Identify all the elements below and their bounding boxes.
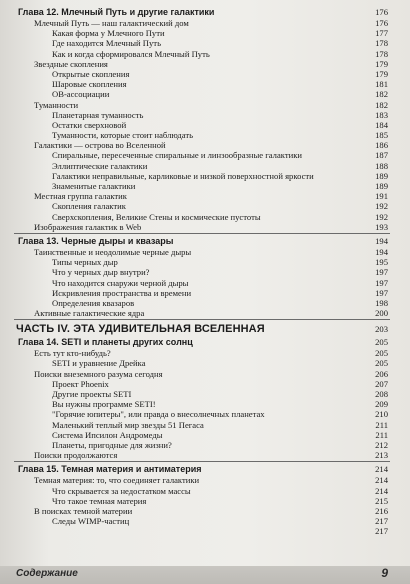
toc-entry xyxy=(0,308,410,318)
toc-page-number: 206 xyxy=(375,368,388,379)
toc-entry xyxy=(0,49,410,59)
toc-title: Глава 14. SETI и планеты других солнц xyxy=(18,337,193,348)
toc-title: Вы нужны программе SETI! xyxy=(52,399,156,410)
toc-title: Определения квазаров xyxy=(52,297,135,308)
chapter-divider xyxy=(14,233,390,234)
toc-title: Остатки сверхновой xyxy=(52,119,127,130)
toc-entry xyxy=(0,130,410,140)
chapter-divider xyxy=(14,319,390,320)
toc-page-number: 214 xyxy=(375,485,388,496)
toc-page-number: 182 xyxy=(375,89,388,100)
toc-page-number: 193 xyxy=(375,221,388,232)
toc-entry xyxy=(0,389,410,399)
toc-title: Проект Phoenix xyxy=(52,378,109,389)
toc-title: Местная группа галактик xyxy=(34,191,127,202)
toc-chapter xyxy=(0,463,410,475)
toc-page-number: 182 xyxy=(375,99,388,110)
toc-page-number: 189 xyxy=(375,181,388,191)
toc-title: В поисках темной материи xyxy=(34,505,133,516)
toc-page-number: 192 xyxy=(375,201,388,212)
toc-title: Глава 15. Темная материя и антиматерия xyxy=(18,464,202,475)
toc-entry xyxy=(0,506,410,516)
toc-title: Звездные скопления xyxy=(34,58,108,69)
toc-page-number: 192 xyxy=(375,211,388,222)
toc-page-number: 194 xyxy=(375,235,388,246)
toc-title: Активные галактические ядра xyxy=(34,308,145,319)
toc-chapter xyxy=(0,336,410,348)
chapter-divider xyxy=(14,461,390,462)
toc-title: Что такое темная материя xyxy=(52,495,147,506)
toc-title: Таинственные и неодолимые черные дыры xyxy=(34,246,192,257)
toc-entry xyxy=(0,38,410,48)
toc-title: Следы WIMP-частиц xyxy=(52,516,130,527)
toc-page-number: 203 xyxy=(375,324,388,335)
toc-page-number: 197 xyxy=(375,287,388,298)
footer-section-label: Содержание xyxy=(16,568,78,579)
toc-page-number: 213 xyxy=(375,450,388,461)
toc-page-number: 197 xyxy=(375,267,388,278)
toc-title: ЧАСТЬ IV. ЭТА УДИВИТЕЛЬНАЯ ВСЕЛЕННАЯ xyxy=(16,323,265,336)
toc-page-number: 211 xyxy=(375,429,388,440)
toc-entry xyxy=(0,379,410,389)
toc-entry xyxy=(0,420,410,430)
toc-page-number: 197 xyxy=(375,277,388,288)
toc-title: Изображения галактик в Web xyxy=(34,221,142,232)
toc-entry xyxy=(0,496,410,506)
toc-title: SETI и уравнение Дрейка xyxy=(52,358,146,369)
toc-entry xyxy=(0,247,410,257)
toc-entry xyxy=(0,298,410,308)
toc-entry xyxy=(0,358,410,368)
toc-entry xyxy=(0,257,410,267)
toc-title: Туманности xyxy=(34,99,79,110)
toc-title: Где находится Млечный Путь xyxy=(52,38,161,49)
toc-entry xyxy=(0,140,410,150)
toc-page-number: 205 xyxy=(375,337,388,348)
toc-chapter xyxy=(0,6,410,18)
toc-entry xyxy=(0,28,410,38)
toc-entry xyxy=(0,201,410,211)
toc-entry xyxy=(0,440,410,450)
toc-entry xyxy=(0,369,410,379)
toc-entry xyxy=(0,450,410,460)
toc-title: "Горячие юпитеры", или правда о внесолнечных планетах xyxy=(52,409,265,420)
toc-page-number: 210 xyxy=(375,409,388,420)
toc-page-number: 187 xyxy=(375,150,388,161)
toc-entry xyxy=(0,69,410,79)
toc-title: Галактики неправильные, карликовые и низкой поверхностной яркости xyxy=(52,170,314,181)
toc-entry xyxy=(0,110,410,120)
toc-entry xyxy=(0,161,410,171)
toc-page-number: 214 xyxy=(375,475,388,486)
toc-title: Система Ипсилон Андромеды xyxy=(52,429,163,440)
toc-page-number: 189 xyxy=(375,170,388,181)
toc-page-number: 179 xyxy=(375,58,388,69)
toc-entry xyxy=(0,278,410,288)
toc-title: Что находится снаружи черной дыры xyxy=(52,277,189,288)
toc-title: Искривления пространства и времени xyxy=(52,287,192,298)
toc-title: Как и когда сформировался Млечный Путь xyxy=(52,48,210,59)
table-of-contents xyxy=(0,6,410,536)
toc-title: Темная материя: то, что соединяет галактики xyxy=(34,475,200,486)
toc-title: Эллиптические галактики xyxy=(52,160,148,171)
toc-title: Открытые скопления xyxy=(52,68,130,79)
toc-title: Типы черных дыр xyxy=(52,257,118,268)
toc-page-number: 194 xyxy=(375,246,388,257)
toc-title: Какая форма у Млечного Пути xyxy=(52,28,165,39)
toc-title: Туманности, которые стоит наблюдать xyxy=(52,130,194,141)
toc-page-number: 178 xyxy=(375,38,388,49)
toc-title: Глава 13. Черные дыры и квазары xyxy=(18,235,174,246)
toc-page-number: 208 xyxy=(375,389,388,399)
toc-title: Что скрывается за недостатком массы xyxy=(52,485,191,496)
toc-entry xyxy=(0,59,410,69)
toc-title: Другие проекты SETI xyxy=(52,389,132,399)
toc-chapter xyxy=(0,235,410,247)
toc-entry xyxy=(0,181,410,191)
toc-page-number: 198 xyxy=(375,297,388,308)
toc-page-number: 179 xyxy=(375,68,388,79)
toc-entry xyxy=(0,267,410,277)
toc-entry xyxy=(0,222,410,232)
toc-page-number: 205 xyxy=(375,348,388,359)
toc-page-number: 186 xyxy=(375,140,388,151)
toc-entry xyxy=(0,486,410,496)
toc-entry xyxy=(0,191,410,201)
toc-page-number: 188 xyxy=(375,160,388,171)
toc-page-number: 205 xyxy=(375,358,388,369)
toc-title: Галактики — острова во Вселенной xyxy=(34,140,166,151)
toc-entry xyxy=(0,409,410,419)
toc-title: Спиральные, пересеченные спиральные и линзообразные галактики xyxy=(52,150,302,161)
toc-title: Есть тут кто-нибудь? xyxy=(34,348,111,359)
toc-entry xyxy=(0,171,410,181)
toc-part xyxy=(0,322,410,336)
toc-entry xyxy=(0,100,410,110)
toc-title: Скопления галактик xyxy=(52,201,126,212)
toc-page-number: 181 xyxy=(375,79,388,90)
page-footer xyxy=(0,566,410,584)
toc-page-number: 200 xyxy=(375,308,388,319)
toc-page-number: 212 xyxy=(375,439,388,450)
toc-page-number: 209 xyxy=(375,399,388,410)
toc-title: Планетарная туманность xyxy=(52,109,144,120)
toc-title: Поиски внеземного разума сегодня xyxy=(34,368,163,379)
toc-entry xyxy=(0,150,410,160)
toc-title: ОВ-ассоциации xyxy=(52,89,110,100)
toc-page-number: 178 xyxy=(375,48,388,59)
toc-page-number: 177 xyxy=(375,28,388,39)
toc-entry xyxy=(0,516,410,526)
toc-entry xyxy=(0,18,410,28)
toc-page-number: 217 xyxy=(375,526,388,537)
toc-entry xyxy=(0,79,410,89)
toc-page-number: 211 xyxy=(375,419,388,430)
toc-entry xyxy=(0,89,410,99)
toc-page-number: 176 xyxy=(375,18,388,28)
toc-entry xyxy=(0,399,410,409)
toc-title: Маленький теплый мир звезды 51 Пегаса xyxy=(52,419,204,430)
toc-page-number: 215 xyxy=(375,495,388,506)
toc-entry xyxy=(0,288,410,298)
toc-title: Глава 12. Млечный Путь и другие галактики xyxy=(18,7,215,17)
toc-title: Знаменитые галактики xyxy=(52,181,136,191)
toc-page-number: 183 xyxy=(375,109,388,120)
toc-title: Шаровые скопления xyxy=(52,79,127,90)
toc-entry xyxy=(0,526,410,536)
toc-page-number: 216 xyxy=(375,505,388,516)
toc-entry xyxy=(0,212,410,222)
toc-title: Сверхскопления, Великие Стены и космические пустоты xyxy=(52,211,261,222)
toc-page-number: 185 xyxy=(375,130,388,141)
toc-title: Млечный Путь — наш галактический дом xyxy=(34,18,189,28)
toc-page-number: 217 xyxy=(375,516,388,527)
toc-page-number: 207 xyxy=(375,378,388,389)
toc-entry xyxy=(0,430,410,440)
footer-page-number: 9 xyxy=(381,566,388,580)
toc-page-number: 191 xyxy=(375,191,388,202)
toc-title: Планеты, пригодные для жизни? xyxy=(52,439,172,450)
toc-page-number: 214 xyxy=(375,464,388,475)
toc-entry xyxy=(0,120,410,130)
toc-page-number: 176 xyxy=(375,7,388,17)
toc-page-number: 184 xyxy=(375,119,388,130)
toc-title: Поиски продолжаются xyxy=(34,450,118,461)
toc-entry xyxy=(0,475,410,485)
toc-title: Что у черных дыр внутри? xyxy=(52,267,150,278)
toc-page-number: 195 xyxy=(375,257,388,268)
toc-entry xyxy=(0,348,410,358)
